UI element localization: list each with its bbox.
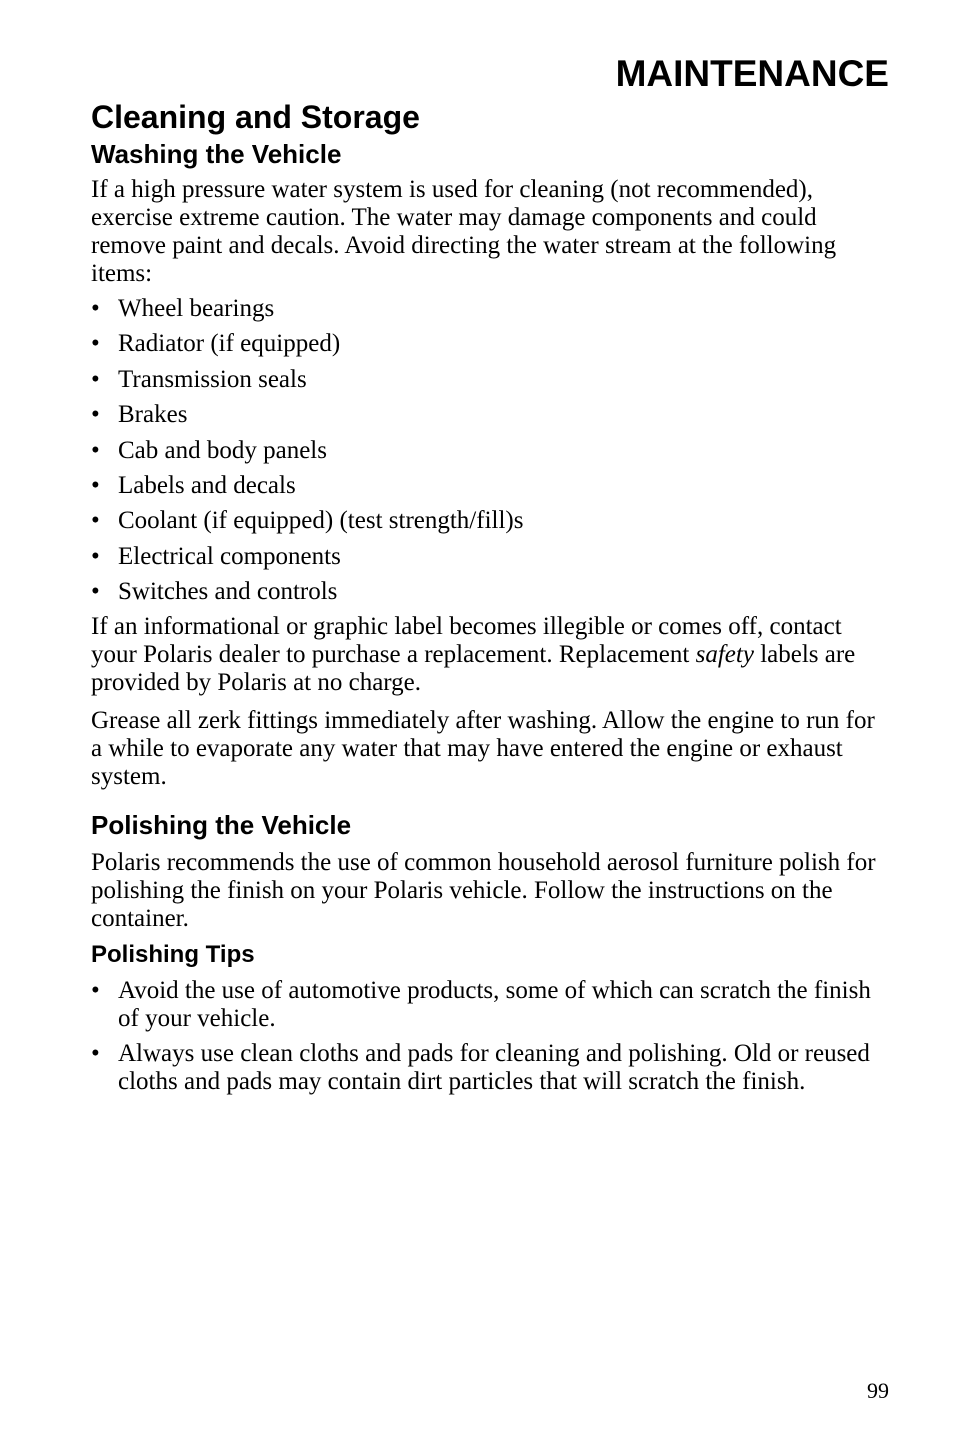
avoid-items-list bbox=[91, 295, 889, 606]
label-replacement-paragraph bbox=[91, 613, 889, 697]
list-item bbox=[91, 977, 889, 1033]
bullet-marker: • bbox=[91, 1040, 100, 1068]
list-item bbox=[91, 578, 889, 606]
section-header: MAINTENANCE bbox=[615, 53, 889, 94]
list-item-text: Always use clean cloths and pads for cleaning and polishing. Old or reused cloths and pads may contain dirt particles that will scratch the finish. bbox=[118, 1040, 870, 1096]
list-item bbox=[91, 507, 889, 535]
polishing-intro-paragraph: Polaris recommends the use of common household aerosol furniture polish for polishing the finish on your Polaris vehicle. Follow the instructions on the container. bbox=[91, 849, 876, 933]
list-item-text: Transmission seals bbox=[118, 365, 307, 393]
bullet-marker: • bbox=[91, 330, 100, 358]
polishing-tips-heading: Polishing Tips bbox=[91, 941, 255, 969]
list-item-text: Coolant (if equipped) (test strength/fill)s bbox=[118, 507, 524, 535]
bullet-marker: • bbox=[91, 471, 100, 499]
list-item-text: Wheel bearings bbox=[118, 295, 275, 322]
grease-paragraph: Grease all zerk fittings immediately after washing. Allow the engine to run for a while to evaporate any water that may have entered the engine or exhaust system. bbox=[91, 707, 875, 791]
list-item bbox=[91, 1040, 889, 1096]
list-item-text: Avoid the use of automotive products, some of which can scratch the finish of your vehicle. bbox=[118, 977, 871, 1033]
bullet-marker: • bbox=[91, 542, 100, 570]
page-title: Cleaning and Storage bbox=[91, 99, 420, 135]
list-item bbox=[91, 366, 889, 394]
bullet-marker: • bbox=[91, 578, 100, 606]
list-item-text: Brakes bbox=[118, 401, 188, 429]
page-number: 99 bbox=[867, 1378, 889, 1403]
list-item-text: Labels and decals bbox=[118, 471, 296, 499]
washing-intro-paragraph: If a high pressure water system is used for cleaning (not recommended), exercise extreme caution. The water may damage components and could remove paint and decals. Avoid directing the water stream at the following items: bbox=[91, 176, 837, 287]
bullet-marker: • bbox=[91, 295, 100, 322]
bullet-marker: • bbox=[91, 401, 100, 429]
list-item bbox=[91, 437, 889, 465]
list-item-text: Cab and body panels bbox=[118, 436, 327, 464]
list-item-text: Electrical components bbox=[118, 542, 341, 570]
bullet-marker: • bbox=[91, 365, 100, 393]
list-item bbox=[91, 401, 889, 429]
bullet-marker: • bbox=[91, 977, 100, 1005]
list-item bbox=[91, 330, 889, 358]
polishing-heading: Polishing the Vehicle bbox=[91, 810, 352, 841]
list-item bbox=[91, 543, 889, 571]
manual-page bbox=[91, 0, 889, 1454]
washing-heading: Washing the Vehicle bbox=[91, 139, 342, 169]
label-note-text-end: labels are provided by Polaris at no charge. bbox=[91, 641, 856, 697]
list-item bbox=[91, 472, 889, 500]
label-note-text: If an informational or graphic label becomes illegible or comes off, contact your Polaris dealer to purchase a replacement. Replacement bbox=[91, 613, 842, 669]
list-item bbox=[91, 295, 889, 323]
safety-emphasis: safety bbox=[695, 641, 754, 669]
list-item-text: Switches and controls bbox=[118, 578, 338, 606]
page-content bbox=[91, 98, 889, 1096]
bullet-marker: • bbox=[91, 436, 100, 464]
polishing-tips-list bbox=[91, 977, 889, 1096]
list-item-text: Radiator (if equipped) bbox=[118, 330, 341, 358]
bullet-marker: • bbox=[91, 507, 100, 535]
